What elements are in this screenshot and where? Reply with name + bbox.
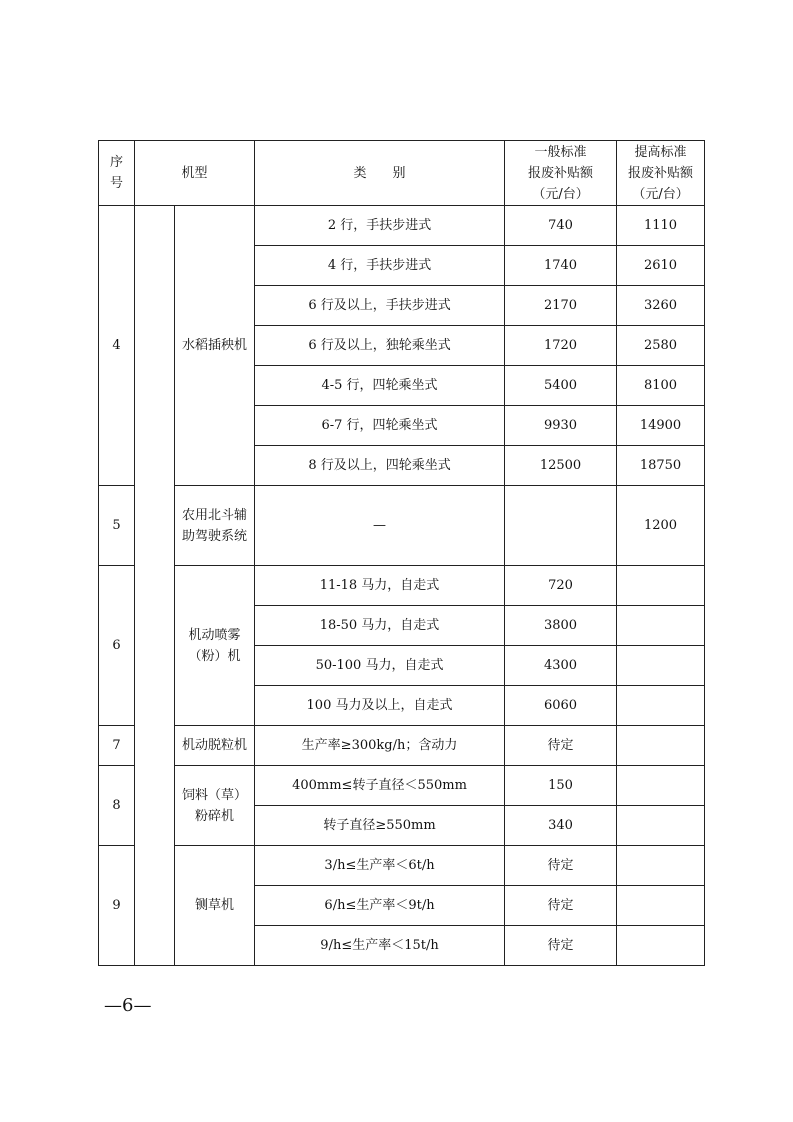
seq-cell: 6 [99, 566, 135, 726]
enhanced-cell: 2610 [617, 246, 705, 286]
standard-cell: 12500 [505, 446, 617, 486]
category-cell: 转子直径≥550mm [255, 806, 505, 846]
enhanced-cell [617, 726, 705, 766]
enhanced-cell: 2580 [617, 326, 705, 366]
table-row [99, 206, 705, 246]
standard-cell: 待定 [505, 926, 617, 966]
table-row [99, 766, 705, 806]
enhanced-cell [617, 566, 705, 606]
seq-cell: 5 [99, 486, 135, 566]
category-cell: 2 行，手扶步进式 [255, 206, 505, 246]
enhanced-cell [617, 646, 705, 686]
standard-cell: 150 [505, 766, 617, 806]
model-cell: 铡草机 [175, 846, 255, 966]
header-enhanced: 提高标准 报废补贴额 （元/台） [617, 141, 705, 206]
category-cell: — [255, 486, 505, 566]
standard-cell: 740 [505, 206, 617, 246]
category-cell: 4 行，手扶步进式 [255, 246, 505, 286]
category-cell: 6 行及以上，手扶步进式 [255, 286, 505, 326]
enhanced-cell [617, 606, 705, 646]
enhanced-cell [617, 766, 705, 806]
category-cell: 11-18 马力，自走式 [255, 566, 505, 606]
header-category: 类 别 [255, 141, 505, 206]
seq-cell: 7 [99, 726, 135, 766]
category-cell: 6/h≤生产率＜9t/h [255, 886, 505, 926]
category-cell: 8 行及以上，四轮乘坐式 [255, 446, 505, 486]
standard-cell: 4300 [505, 646, 617, 686]
model-cell: 机动脱粒机 [175, 726, 255, 766]
model-cell: 饲料（草） 粉碎机 [175, 766, 255, 846]
header-model: 机型 [135, 141, 255, 206]
category-cell: 50-100 马力，自走式 [255, 646, 505, 686]
header-standard: 一般标准 报废补贴额 （元/台） [505, 141, 617, 206]
standard-cell: 2170 [505, 286, 617, 326]
enhanced-cell [617, 886, 705, 926]
enhanced-cell: 1200 [617, 486, 705, 566]
enhanced-cell: 14900 [617, 406, 705, 446]
enhanced-cell [617, 846, 705, 886]
standard-cell [505, 486, 617, 566]
category-cell: 生产率≥300kg/h；含动力 [255, 726, 505, 766]
table-row [99, 566, 705, 606]
standard-cell: 5400 [505, 366, 617, 406]
category-cell: 6 行及以上，独轮乘坐式 [255, 326, 505, 366]
enhanced-cell [617, 806, 705, 846]
enhanced-cell [617, 686, 705, 726]
category-cell: 400mm≤转子直径＜550mm [255, 766, 505, 806]
standard-cell: 9930 [505, 406, 617, 446]
standard-cell: 待定 [505, 886, 617, 926]
category-cell: 6-7 行，四轮乘坐式 [255, 406, 505, 446]
standard-cell: 待定 [505, 726, 617, 766]
model-cell: 水稻插秧机 [175, 206, 255, 486]
header-seq: 序 号 [99, 141, 135, 206]
enhanced-cell: 18750 [617, 446, 705, 486]
enhanced-cell [617, 926, 705, 966]
standard-cell: 待定 [505, 846, 617, 886]
seq-cell: 9 [99, 846, 135, 966]
seq-cell: 8 [99, 766, 135, 846]
standard-cell: 340 [505, 806, 617, 846]
category-cell: 9/h≤生产率＜15t/h [255, 926, 505, 966]
category-cell: 4-5 行，四轮乘坐式 [255, 366, 505, 406]
model-cell: 农用北斗辅 助驾驶系统 [175, 486, 255, 566]
table-row [99, 846, 705, 886]
standard-cell: 720 [505, 566, 617, 606]
subsidy-table [98, 140, 705, 966]
standard-cell: 3800 [505, 606, 617, 646]
category-group-cell [135, 206, 175, 966]
enhanced-cell: 1110 [617, 206, 705, 246]
seq-cell: 4 [99, 206, 135, 486]
enhanced-cell: 8100 [617, 366, 705, 406]
standard-cell: 1720 [505, 326, 617, 366]
category-cell: 3/h≤生产率＜6t/h [255, 846, 505, 886]
model-cell: 机动喷雾 （粉）机 [175, 566, 255, 726]
table-row [99, 486, 705, 566]
standard-cell: 1740 [505, 246, 617, 286]
table-row [99, 726, 705, 766]
standard-cell: 6060 [505, 686, 617, 726]
page-number: —6— [104, 995, 152, 1016]
category-cell: 100 马力及以上，自走式 [255, 686, 505, 726]
header-row [99, 141, 705, 206]
category-cell: 18-50 马力，自走式 [255, 606, 505, 646]
enhanced-cell: 3260 [617, 286, 705, 326]
